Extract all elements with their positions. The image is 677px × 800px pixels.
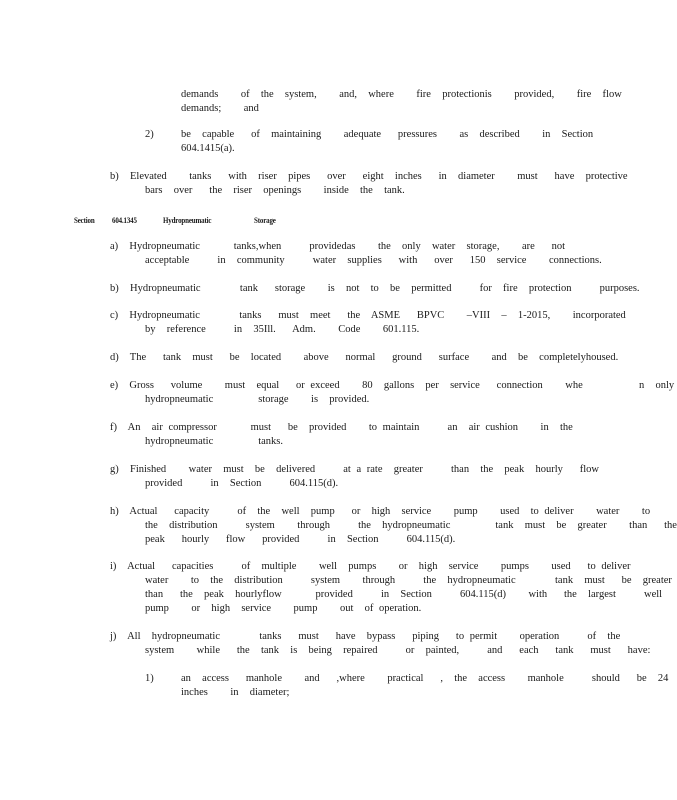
item-h-line-2: the distribution system through the hydropneumatic tank must be greater than the bbox=[145, 520, 677, 531]
item-h-line-3: peak hourly flow provided in Section 604.115(d). bbox=[145, 534, 456, 545]
item-c-line-2: by reference in 35Ill. Adm. Code 601.115. bbox=[145, 324, 420, 335]
item-i-line-4: pump or high service pump out of operation. bbox=[145, 603, 422, 614]
item-j1-line-2: inches in diameter; bbox=[181, 687, 290, 698]
item-g-line-1: g) Finished water must be delivered at a rate greater than the peak hourly flow bbox=[110, 464, 600, 475]
item-2-line-2: 604.1415(a). bbox=[181, 143, 235, 154]
item-c-line-1: c) Hydropneumatic tanks must meet the ASME BPVC –VIII – 1-2015, incorporated bbox=[110, 310, 626, 321]
item-2-number: 2) bbox=[145, 129, 154, 140]
section-heading-title-2: Storage bbox=[254, 215, 276, 225]
item-f-line-1: f) An air compressor must be provided to maintain an air cushion in the bbox=[110, 422, 573, 433]
continuation-line-1: demands of the system, and, where fire protectionis provided, fire flow bbox=[181, 89, 622, 100]
item-g-line-2: provided in Section 604.115(d). bbox=[145, 478, 339, 489]
item-a-line-2: acceptable in community water supplies with over 150 service connections. bbox=[145, 255, 602, 266]
item-f-line-2: hydropneumatic tanks. bbox=[145, 436, 284, 447]
item-e-line-1: e) Gross volume must equal or exceed 80 gallons per service connection whe n only bbox=[110, 380, 675, 391]
item-i-line-1: i) Actual capacities of multiple well pumps or high service pumps used to deliver bbox=[110, 561, 631, 572]
section-heading-number: 604.1345 bbox=[112, 215, 137, 225]
item-j-line-1: j) All hydropneumatic tanks must have bypass piping to permit operation of the bbox=[110, 631, 621, 642]
section-heading-title-1: Hydropneumatic bbox=[163, 215, 212, 225]
item-i-line-3: than the peak hourlyflow provided in Section 604.115(d) with the largest well bbox=[145, 589, 663, 600]
item-2-line-1: be capable of maintaining adequate pressures as described in Section bbox=[181, 129, 594, 140]
item-j1-number: 1) bbox=[145, 673, 154, 684]
item-j1-line-1: an access manhole and ,where practical , the access manhole should be 24 bbox=[181, 673, 669, 684]
item-b-elevated-line-1: b) Elevated tanks with riser pipes over eight inches in diameter must have protective bbox=[110, 171, 628, 182]
item-d-line-1: d) The tank must be located above normal ground surface and be completelyhoused. bbox=[110, 352, 619, 363]
item-a-line-1: a) Hydropneumatic tanks,when providedas the only water storage, are not bbox=[110, 241, 566, 252]
item-j-line-2: system while the tank is being repaired or painted, and each tank must have: bbox=[145, 645, 651, 656]
item-i-line-2: water to the distribution system through the hydropneumatic tank must be greater bbox=[145, 575, 672, 586]
item-b-elevated-line-2: bars over the riser openings inside the tank. bbox=[145, 185, 405, 196]
item-e-line-2: hydropneumatic storage is provided. bbox=[145, 394, 370, 405]
item-b-line-1: b) Hydropneumatic tank storage is not to be permitted for fire protection purposes. bbox=[110, 283, 640, 294]
section-heading-word: Section bbox=[74, 215, 95, 225]
continuation-line-2: demands; and bbox=[181, 103, 259, 114]
item-h-line-1: h) Actual capacity of the well pump or high service pump used to deliver water to bbox=[110, 506, 651, 517]
